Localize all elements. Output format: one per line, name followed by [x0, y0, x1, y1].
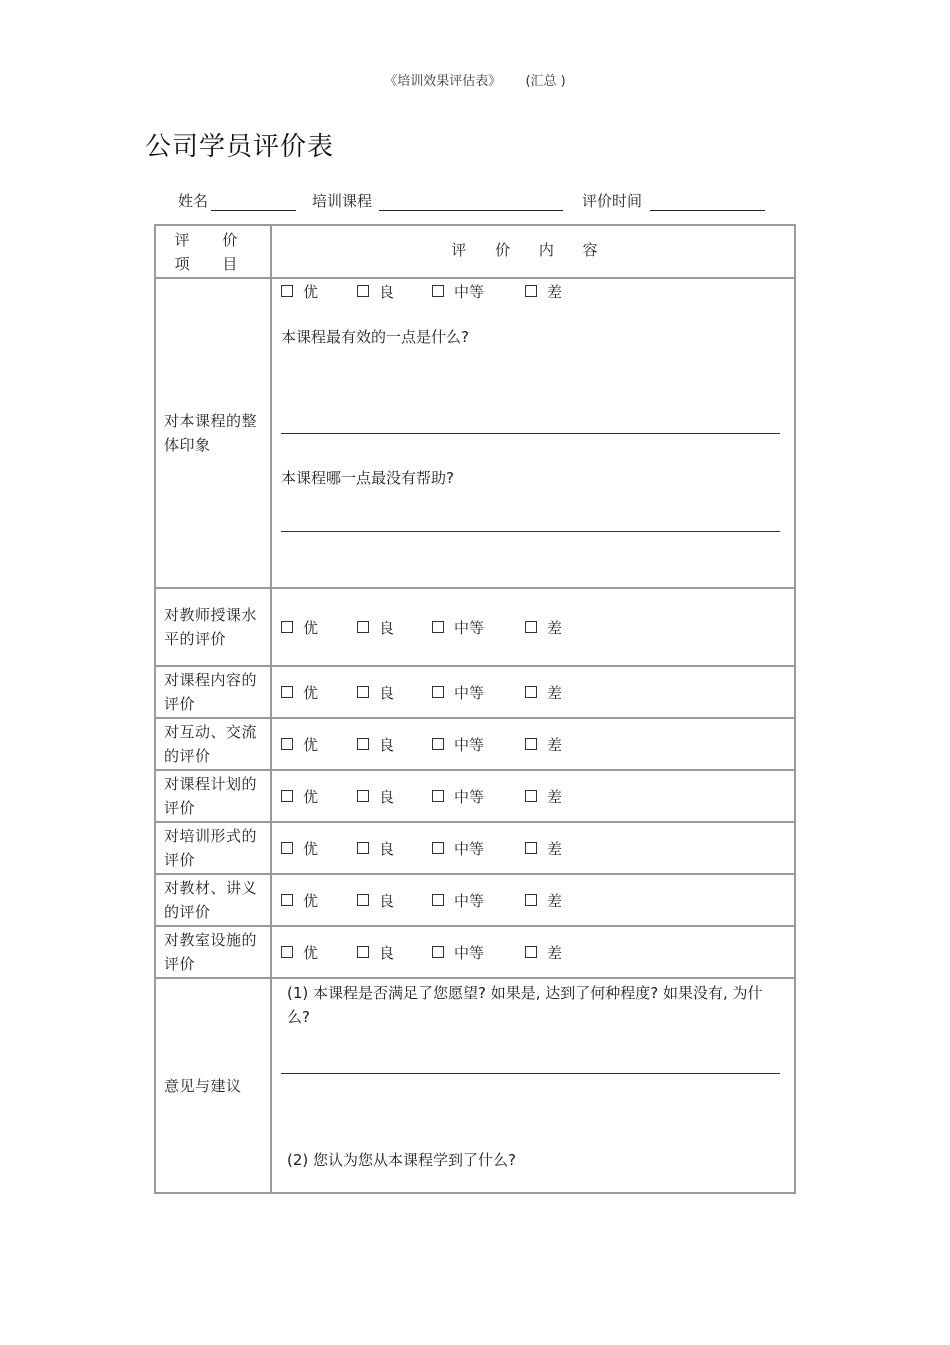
document-suffix-note: (汇总 ): [525, 74, 566, 89]
checkbox[interactable]: [357, 842, 369, 854]
rating-row: [155, 770, 795, 822]
option-good[interactable]: 良: [357, 942, 432, 963]
rating-cell: [271, 666, 795, 718]
option-good[interactable]: 良: [357, 786, 432, 807]
checkbox[interactable]: [281, 686, 293, 698]
row-label: 对教师授课水平的评价: [155, 588, 271, 666]
rating-row: [155, 874, 795, 926]
rating-cell: [271, 926, 795, 978]
checkbox[interactable]: [525, 621, 537, 633]
header-item-label: 评 价 项 目: [174, 231, 252, 273]
header-content-label: 评 价 内 容: [451, 241, 610, 259]
evaluation-table: [154, 224, 796, 1194]
checkbox[interactable]: [432, 686, 444, 698]
rating-group: [281, 784, 780, 808]
rating-cell: [271, 718, 795, 770]
checkbox[interactable]: [357, 790, 369, 802]
question-least-helpful: 本课程哪一点最没有帮助?: [281, 469, 454, 487]
document-title-note: 《培训效果评估表》: [384, 74, 502, 89]
course-label: 培训课程: [312, 192, 373, 210]
checkbox[interactable]: [357, 946, 369, 958]
option-good[interactable]: 良: [357, 890, 432, 911]
option-average[interactable]: 中等: [432, 734, 525, 755]
option-excellent[interactable]: 优: [281, 838, 357, 859]
option-excellent[interactable]: 优: [281, 617, 357, 638]
answer-line[interactable]: [281, 531, 780, 532]
option-average[interactable]: 中等: [432, 281, 525, 302]
checkbox[interactable]: [281, 894, 293, 906]
row-label: 对教室设施的评价: [155, 926, 271, 978]
question-most-effective: 本课程最有效的一点是什么?: [281, 328, 469, 346]
checkbox[interactable]: [281, 790, 293, 802]
checkbox[interactable]: [357, 894, 369, 906]
answer-line[interactable]: [281, 1073, 780, 1074]
row-label: 对培训形式的评价: [155, 822, 271, 874]
suggestions-label: 意见与建议: [155, 978, 271, 1193]
option-poor[interactable]: 差: [525, 942, 562, 963]
course-field[interactable]: [379, 210, 563, 211]
question-satisfaction: (1) 本课程是否满足了您愿望? 如果是, 达到了何种程度? 如果没有, 为什么?: [287, 984, 763, 1026]
rating-cell: [271, 770, 795, 822]
rating-group: [281, 732, 780, 756]
rating-group: [281, 615, 780, 639]
overall-label: 对本课程的整体印象: [155, 278, 271, 588]
option-poor[interactable]: 差: [525, 838, 562, 859]
option-poor[interactable]: 差: [525, 617, 562, 638]
rating-row: [155, 666, 795, 718]
rating-group: [281, 680, 780, 704]
option-excellent[interactable]: 优: [281, 890, 357, 911]
overall-row: [155, 278, 795, 588]
checkbox[interactable]: [281, 842, 293, 854]
option-good[interactable]: 良: [357, 838, 432, 859]
overall-content: [271, 278, 795, 588]
checkbox[interactable]: [525, 894, 537, 906]
checkbox[interactable]: [525, 285, 537, 297]
checkbox[interactable]: [432, 285, 444, 297]
checkbox[interactable]: [281, 738, 293, 750]
table-header-row: [155, 225, 795, 278]
row-label: 对教材、讲义的评价: [155, 874, 271, 926]
option-average[interactable]: 中等: [432, 890, 525, 911]
rating-cell: [271, 874, 795, 926]
option-poor[interactable]: 差: [525, 890, 562, 911]
checkbox[interactable]: [525, 946, 537, 958]
option-good[interactable]: 良: [357, 281, 432, 302]
option-poor[interactable]: 差: [525, 682, 562, 703]
option-poor[interactable]: 差: [525, 281, 562, 302]
option-average[interactable]: 中等: [432, 682, 525, 703]
option-excellent[interactable]: 优: [281, 281, 357, 302]
option-excellent[interactable]: 优: [281, 942, 357, 963]
rating-group: [281, 940, 780, 964]
suggestions-row: [155, 978, 795, 1193]
checkbox[interactable]: [281, 946, 293, 958]
option-excellent[interactable]: 优: [281, 682, 357, 703]
checkbox[interactable]: [357, 285, 369, 297]
checkbox[interactable]: [432, 738, 444, 750]
rating-group: [281, 279, 780, 303]
rating-group: [281, 836, 780, 860]
option-good[interactable]: 良: [357, 734, 432, 755]
checkbox[interactable]: [525, 686, 537, 698]
checkbox[interactable]: [432, 946, 444, 958]
page-title: 公司学员评价表: [145, 132, 335, 162]
checkbox[interactable]: [525, 738, 537, 750]
rating-row: [155, 718, 795, 770]
option-good[interactable]: 良: [357, 682, 432, 703]
checkbox[interactable]: [432, 842, 444, 854]
rating-group: [281, 888, 780, 912]
option-average[interactable]: 中等: [432, 786, 525, 807]
checkbox[interactable]: [432, 894, 444, 906]
header-content-cell: [271, 225, 795, 278]
rating-row: [155, 588, 795, 666]
time-field[interactable]: [650, 210, 765, 211]
row-label: 对互动、交流的评价: [155, 718, 271, 770]
suggestions-content: [271, 978, 795, 1193]
checkbox[interactable]: [525, 842, 537, 854]
checkbox[interactable]: [432, 621, 444, 633]
option-average[interactable]: 中等: [432, 617, 525, 638]
header-item-cell: [155, 225, 271, 278]
option-poor[interactable]: 差: [525, 734, 562, 755]
checkbox[interactable]: [357, 621, 369, 633]
answer-line[interactable]: [281, 433, 780, 434]
checkbox[interactable]: [432, 790, 444, 802]
option-good[interactable]: 良: [357, 617, 432, 638]
checkbox[interactable]: [281, 621, 293, 633]
time-label: 评价时间: [582, 192, 643, 210]
name-field[interactable]: [211, 210, 296, 211]
row-label: 对课程内容的评价: [155, 666, 271, 718]
checkbox[interactable]: [525, 790, 537, 802]
rating-row: [155, 822, 795, 874]
option-poor[interactable]: 差: [525, 786, 562, 807]
question-learned: (2) 您认为您从本课程学到了什么?: [287, 1151, 516, 1169]
rating-row: [155, 926, 795, 978]
option-average[interactable]: 中等: [432, 838, 525, 859]
name-label: 姓名: [178, 192, 209, 210]
option-excellent[interactable]: 优: [281, 786, 357, 807]
checkbox[interactable]: [357, 738, 369, 750]
checkbox[interactable]: [357, 686, 369, 698]
option-average[interactable]: 中等: [432, 942, 525, 963]
document-header: [0, 70, 950, 89]
checkbox[interactable]: [281, 285, 293, 297]
row-label: 对课程计划的评价: [155, 770, 271, 822]
option-excellent[interactable]: 优: [281, 734, 357, 755]
rating-cell: [271, 822, 795, 874]
rating-cell: [271, 588, 795, 666]
